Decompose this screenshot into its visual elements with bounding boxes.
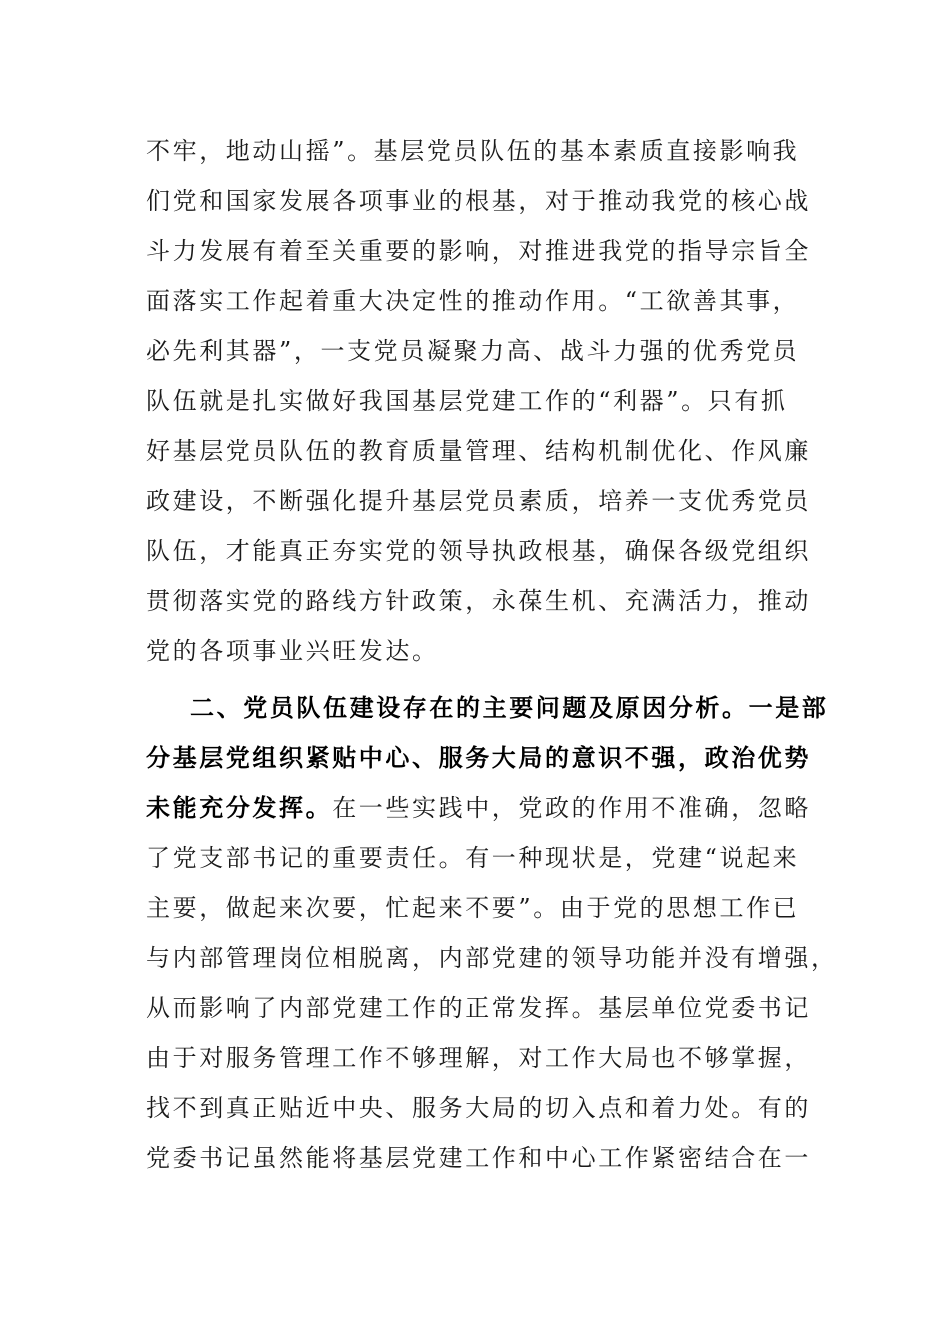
body-text: 在一些实践中，党政的作用不准确，忽略 [332,794,812,822]
text-line: 党委书记虽然能将基层党建工作和中心工作紧密结合在一 [146,1144,811,1172]
section-heading-line: 分基层党组织紧贴中心、服务大局的意识不强，政治优势 [146,743,811,772]
text-line: 队伍就是扎实做好我国基层党建工作的“利器”。只有抓 [146,387,788,415]
text-line: 好基层党员队伍的教育质量管理、结构机制优化、作风廉 [146,437,811,465]
paragraph-party-foundation [146,126,811,676]
text-line: 不牢，地动山摇”。基层党员队伍的基本素质直接影响我 [146,137,800,165]
text-line: 主要，做起来次要，忙起来不要”。由于党的思想工作已 [146,894,800,922]
text-line: 与内部管理岗位相脱离，内部党建的领导功能并没有增强， [146,944,838,972]
heading-tail: 未能充分发挥。 [146,793,333,822]
text-line: 斗力发展有着至关重要的影响，对推进我党的指导宗旨全 [146,237,811,265]
text-line: 队伍，才能真正夯实党的领导执政根基，确保各级党组织 [146,537,811,565]
text-line: 由于对服务管理工作不够理解，对工作大局也不够掌握， [146,1044,811,1072]
text-line: 们党和国家发展各项事业的根基，对于推动我党的核心战 [146,187,811,215]
text-line: 面落实工作起着重大决定性的推动作用。“工欲善其事， [146,287,800,315]
text-line: 了党支部书记的重要责任。有一种现状是，党建“说起来 [146,844,800,872]
text-line: 必先利其器”，一支党员凝聚力高、战斗力强的优秀党员 [146,337,800,365]
text-line: 政建设，不断强化提升基层党员素质，培养一支优秀党员 [146,487,811,515]
mixed-text-line [146,783,812,833]
text-line: 党的各项事业兴旺发达。 [146,637,439,665]
text-line: 找不到真正贴近中央、服务大局的切入点和着力处。有的 [146,1094,811,1122]
section-heading-line: 二、党员队伍建设存在的主要问题及原因分析。一是部 [190,693,829,722]
text-line: 从而影响了内部党建工作的正常发挥。基层单位党委书记 [146,994,811,1022]
text-line: 贯彻落实党的路线方针政策，永葆生机、充满活力，推动 [146,587,811,615]
paragraph-problems-analysis [146,683,838,1183]
